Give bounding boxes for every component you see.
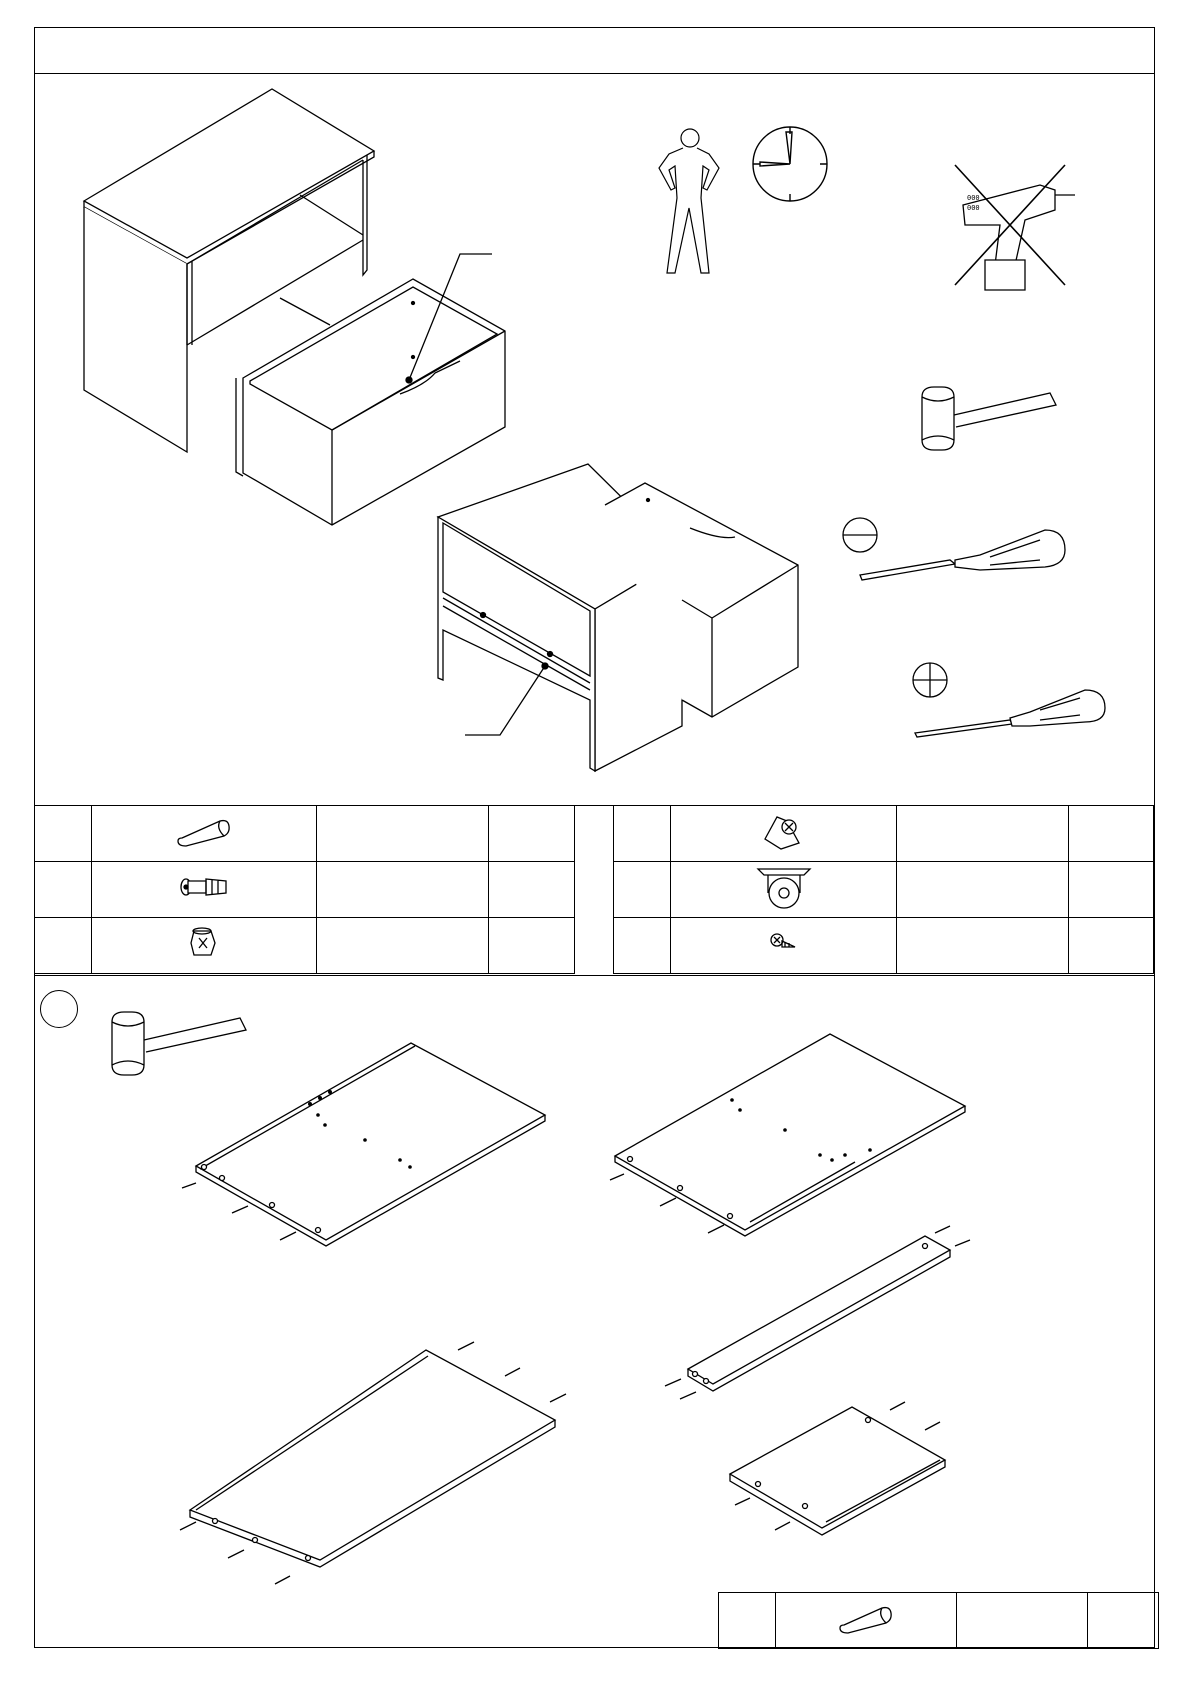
drill-label-2: 000	[967, 204, 980, 212]
rail-bar	[688, 1236, 950, 1384]
panel-bottom-left	[190, 1350, 555, 1560]
panel-small	[730, 1407, 945, 1528]
part-image-cell	[776, 1593, 957, 1649]
drill-label-1: 000	[967, 194, 980, 202]
part-quantity	[1088, 1593, 1159, 1649]
part-description	[957, 1593, 1088, 1649]
part-letter	[719, 1593, 776, 1649]
step-parts-table	[718, 1592, 1159, 1649]
panel-top-right	[615, 1034, 965, 1230]
wooden-dowel-icon	[836, 1603, 896, 1633]
parts-row	[719, 1593, 1159, 1649]
